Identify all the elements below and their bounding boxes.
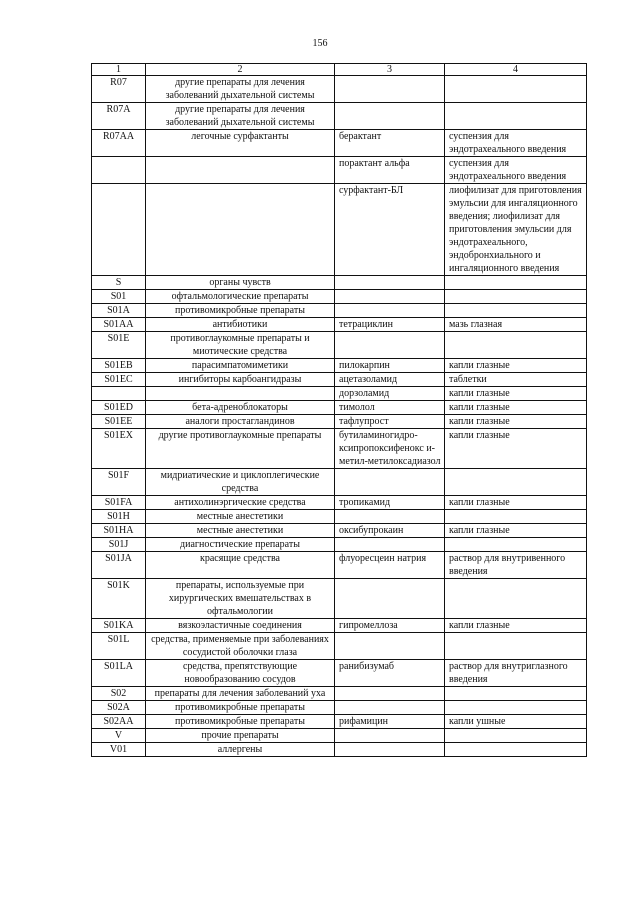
dosage-form-cell: таблетки — [445, 373, 587, 387]
table-row — [92, 701, 587, 715]
atc-code-cell: S01HA — [92, 524, 146, 538]
atc-code-cell: S01KA — [92, 619, 146, 633]
table-row — [92, 660, 587, 687]
table-row — [92, 743, 587, 757]
table-row — [92, 552, 587, 579]
group-name-cell: красящие средства — [146, 552, 335, 579]
group-name-cell: местные анестетики — [146, 524, 335, 538]
atc-code-cell: V01 — [92, 743, 146, 757]
atc-code-cell: S01L — [92, 633, 146, 660]
drug-name-cell: дорзоламид — [335, 387, 445, 401]
atc-code-cell: R07AA — [92, 130, 146, 157]
drug-name-cell — [335, 332, 445, 359]
atc-code-cell: S01 — [92, 290, 146, 304]
table-row — [92, 387, 587, 401]
dosage-form-cell — [445, 332, 587, 359]
group-name-cell: препараты для лечения заболеваний уха — [146, 687, 335, 701]
dosage-form-cell — [445, 743, 587, 757]
dosage-form-cell: раствор для внутриглазного введения — [445, 660, 587, 687]
drug-name-cell: бутиламиногидро-ксипропоксифенокс и-метил-метилоксадиазол — [335, 429, 445, 469]
dosage-form-cell — [445, 579, 587, 619]
group-name-cell: антихолинэргические средства — [146, 496, 335, 510]
table-row — [92, 290, 587, 304]
dosage-form-cell — [445, 687, 587, 701]
page-number: 156 — [312, 38, 328, 49]
drug-name-cell — [335, 103, 445, 130]
column-header: 2 — [146, 64, 335, 76]
dosage-form-cell — [445, 76, 587, 103]
group-name-cell: офтальмологические препараты — [146, 290, 335, 304]
atc-code-cell — [92, 157, 146, 184]
atc-code-cell: S02A — [92, 701, 146, 715]
drug-name-cell — [335, 290, 445, 304]
group-name-cell: бета-адреноблокаторы — [146, 401, 335, 415]
group-name-cell: другие препараты для лечения заболеваний дыхательной системы — [146, 103, 335, 130]
table-row — [92, 332, 587, 359]
drug-name-cell: ранибизумаб — [335, 660, 445, 687]
drug-name-cell: тетрациклин — [335, 318, 445, 332]
atc-code-cell: S01J — [92, 538, 146, 552]
table-row — [92, 619, 587, 633]
drug-name-cell: ацетазоламид — [335, 373, 445, 387]
dosage-form-cell — [445, 701, 587, 715]
atc-code-cell: S01EE — [92, 415, 146, 429]
drug-name-cell: гипромеллоза — [335, 619, 445, 633]
atc-code-cell: S01EB — [92, 359, 146, 373]
group-name-cell: местные анестетики — [146, 510, 335, 524]
group-name-cell: аллергены — [146, 743, 335, 757]
group-name-cell: средства, применяемые при заболеваниях сосудистой оболочки глаза — [146, 633, 335, 660]
table-row — [92, 373, 587, 387]
atc-code-cell: S01AA — [92, 318, 146, 332]
dosage-form-cell — [445, 304, 587, 318]
group-name-cell: другие противоглаукомные препараты — [146, 429, 335, 469]
dosage-form-cell — [445, 276, 587, 290]
table-row — [92, 538, 587, 552]
group-name-cell: парасимпатомиметики — [146, 359, 335, 373]
table-row — [92, 157, 587, 184]
group-name-cell: другие препараты для лечения заболеваний дыхательной системы — [146, 76, 335, 103]
atc-code-cell: S01JA — [92, 552, 146, 579]
drug-name-cell — [335, 633, 445, 660]
dosage-form-cell: суспензия для эндотрахеального введения — [445, 157, 587, 184]
group-name-cell: диагностические препараты — [146, 538, 335, 552]
drug-name-cell — [335, 743, 445, 757]
table-row — [92, 633, 587, 660]
table-row — [92, 579, 587, 619]
drug-name-cell: тимолол — [335, 401, 445, 415]
table-row — [92, 401, 587, 415]
group-name-cell: легочные сурфактанты — [146, 130, 335, 157]
atc-code-cell: S02AA — [92, 715, 146, 729]
atc-code-cell: V — [92, 729, 146, 743]
atc-code-cell: S01LA — [92, 660, 146, 687]
group-name-cell: мидриатические и циклоплегические средства — [146, 469, 335, 496]
dosage-form-cell: капли глазные — [445, 387, 587, 401]
drug-name-cell: берактант — [335, 130, 445, 157]
drug-table — [91, 63, 587, 757]
atc-code-cell: R07 — [92, 76, 146, 103]
drug-name-cell: тафлупрост — [335, 415, 445, 429]
atc-code-cell: S01A — [92, 304, 146, 318]
atc-code-cell — [92, 184, 146, 276]
group-name-cell: препараты, используемые при хирургических вмешательствах в офтальмологии — [146, 579, 335, 619]
dosage-form-cell: капли глазные — [445, 359, 587, 373]
dosage-form-cell — [445, 729, 587, 743]
drug-name-cell: сурфактант-БЛ — [335, 184, 445, 276]
group-name-cell: противоглаукомные препараты и миотические средства — [146, 332, 335, 359]
drug-name-cell: оксибупрокаин — [335, 524, 445, 538]
drug-name-cell: тропикамид — [335, 496, 445, 510]
table-row — [92, 469, 587, 496]
dosage-form-cell: капли глазные — [445, 415, 587, 429]
group-name-cell: аналоги простагландинов — [146, 415, 335, 429]
dosage-form-cell: капли глазные — [445, 524, 587, 538]
atc-code-cell: S01E — [92, 332, 146, 359]
atc-code-cell: S — [92, 276, 146, 290]
table-row — [92, 524, 587, 538]
column-header: 3 — [335, 64, 445, 76]
dosage-form-cell: суспензия для эндотрахеального введения — [445, 130, 587, 157]
table-row — [92, 184, 587, 276]
drug-name-cell: флуоресцеин натрия — [335, 552, 445, 579]
drug-name-cell — [335, 687, 445, 701]
dosage-form-cell: раствор для внутривенного введения — [445, 552, 587, 579]
table-row — [92, 130, 587, 157]
atc-code-cell: S01FA — [92, 496, 146, 510]
atc-code-cell: S01K — [92, 579, 146, 619]
dosage-form-cell — [445, 469, 587, 496]
table-row — [92, 510, 587, 524]
table-header-row — [92, 64, 587, 76]
table-row — [92, 415, 587, 429]
drug-name-cell — [335, 76, 445, 103]
drug-name-cell: порактант альфа — [335, 157, 445, 184]
drug-name-cell — [335, 276, 445, 290]
drug-name-cell: пилокарпин — [335, 359, 445, 373]
table-row — [92, 687, 587, 701]
table-row — [92, 359, 587, 373]
table-row — [92, 76, 587, 103]
atc-code-cell: S01F — [92, 469, 146, 496]
drug-name-cell — [335, 701, 445, 715]
atc-code-cell: S01H — [92, 510, 146, 524]
dosage-form-cell: лиофилизат для приготовления эмульсии для ингаляционного введения; лиофилизат для приготовления эмульсии для эндотрахеального, эндобронхиального и ингаляционного введения — [445, 184, 587, 276]
group-name-cell: противомикробные препараты — [146, 715, 335, 729]
group-name-cell: ингибиторы карбоангидразы — [146, 373, 335, 387]
table-row — [92, 276, 587, 290]
drug-name-cell — [335, 469, 445, 496]
atc-code-cell — [92, 387, 146, 401]
drug-name-cell: рифамицин — [335, 715, 445, 729]
dosage-form-cell — [445, 538, 587, 552]
table-row — [92, 429, 587, 469]
table-row — [92, 496, 587, 510]
atc-code-cell: S02 — [92, 687, 146, 701]
table-row — [92, 103, 587, 130]
column-header: 1 — [92, 64, 146, 76]
dosage-form-cell: капли глазные — [445, 619, 587, 633]
atc-code-cell: S01EC — [92, 373, 146, 387]
dosage-form-cell: капли глазные — [445, 496, 587, 510]
atc-code-cell: R07A — [92, 103, 146, 130]
table-row — [92, 729, 587, 743]
group-name-cell: прочие препараты — [146, 729, 335, 743]
dosage-form-cell — [445, 510, 587, 524]
drug-name-cell — [335, 538, 445, 552]
group-name-cell — [146, 184, 335, 276]
atc-code-cell: S01EX — [92, 429, 146, 469]
group-name-cell: органы чувств — [146, 276, 335, 290]
table-row — [92, 318, 587, 332]
column-header: 4 — [445, 64, 587, 76]
table-row — [92, 715, 587, 729]
dosage-form-cell: мазь глазная — [445, 318, 587, 332]
group-name-cell: противомикробные препараты — [146, 701, 335, 715]
dosage-form-cell — [445, 633, 587, 660]
group-name-cell: антибиотики — [146, 318, 335, 332]
drug-name-cell — [335, 729, 445, 743]
group-name-cell: противомикробные препараты — [146, 304, 335, 318]
group-name-cell — [146, 157, 335, 184]
group-name-cell: средства, препятствующие новообразованию сосудов — [146, 660, 335, 687]
dosage-form-cell — [445, 290, 587, 304]
group-name-cell — [146, 387, 335, 401]
dosage-form-cell: капли глазные — [445, 401, 587, 415]
dosage-form-cell: капли глазные — [445, 429, 587, 469]
group-name-cell: вязкоэластичные соединения — [146, 619, 335, 633]
dosage-form-cell: капли ушные — [445, 715, 587, 729]
drug-name-cell — [335, 304, 445, 318]
drug-name-cell — [335, 579, 445, 619]
dosage-form-cell — [445, 103, 587, 130]
atc-code-cell: S01ED — [92, 401, 146, 415]
drug-name-cell — [335, 510, 445, 524]
table-row — [92, 304, 587, 318]
